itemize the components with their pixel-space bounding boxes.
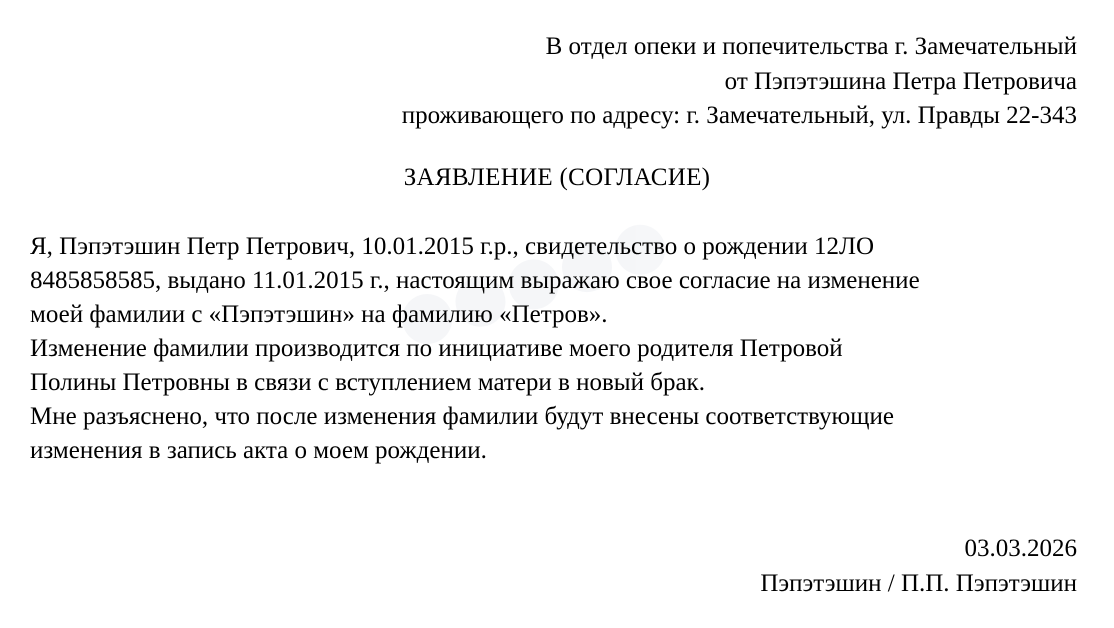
signature-block bbox=[760, 531, 1077, 601]
text-line: Я, Пэпэтэшин Петр Петрович, 10.01.2015 г.р., свидетельство о рождении 12ЛО bbox=[30, 233, 875, 260]
addressee-block bbox=[402, 30, 1077, 134]
addressee-line: В отдел опеки и попечительства г. Замечательный bbox=[545, 33, 1077, 60]
date-text: 03.03.2026 bbox=[964, 535, 1077, 562]
text-line: Мне разъяснено, что после изменения фамилии будут внесены соответствующие bbox=[30, 403, 894, 430]
text-line: Полины Петровны в связи с вступлением матери в новый брак. bbox=[30, 369, 705, 396]
text-line: изменения в запись акта о моем рождении. bbox=[30, 437, 487, 464]
address-line: проживающего по адресу: г. Замечательный, ул. Правды 22-343 bbox=[401, 102, 1077, 129]
text-line: моей фамилии с «Пэпэтэшин» на фамилию «Петров». bbox=[30, 301, 608, 328]
signature-text: Пэпэтэшин / П.П. Пэпэтэшин bbox=[760, 570, 1077, 597]
paragraph-explanation bbox=[30, 400, 1090, 468]
text-line: 8485858585, выдано 11.01.2015 г., настоящим выражаю свое согласие на изменение bbox=[30, 267, 920, 294]
statement-body bbox=[30, 230, 1090, 468]
document-title: ЗАЯВЛЕНИЕ (СОГЛАСИЕ) bbox=[403, 164, 711, 191]
paragraph-consent bbox=[30, 230, 1090, 332]
paragraph-initiative bbox=[30, 332, 1090, 400]
sender-line: от Пэпэтэшина Петра Петровича bbox=[724, 67, 1077, 95]
text-line: Изменение фамилии производится по инициативе моего родителя Петровой bbox=[30, 335, 843, 362]
